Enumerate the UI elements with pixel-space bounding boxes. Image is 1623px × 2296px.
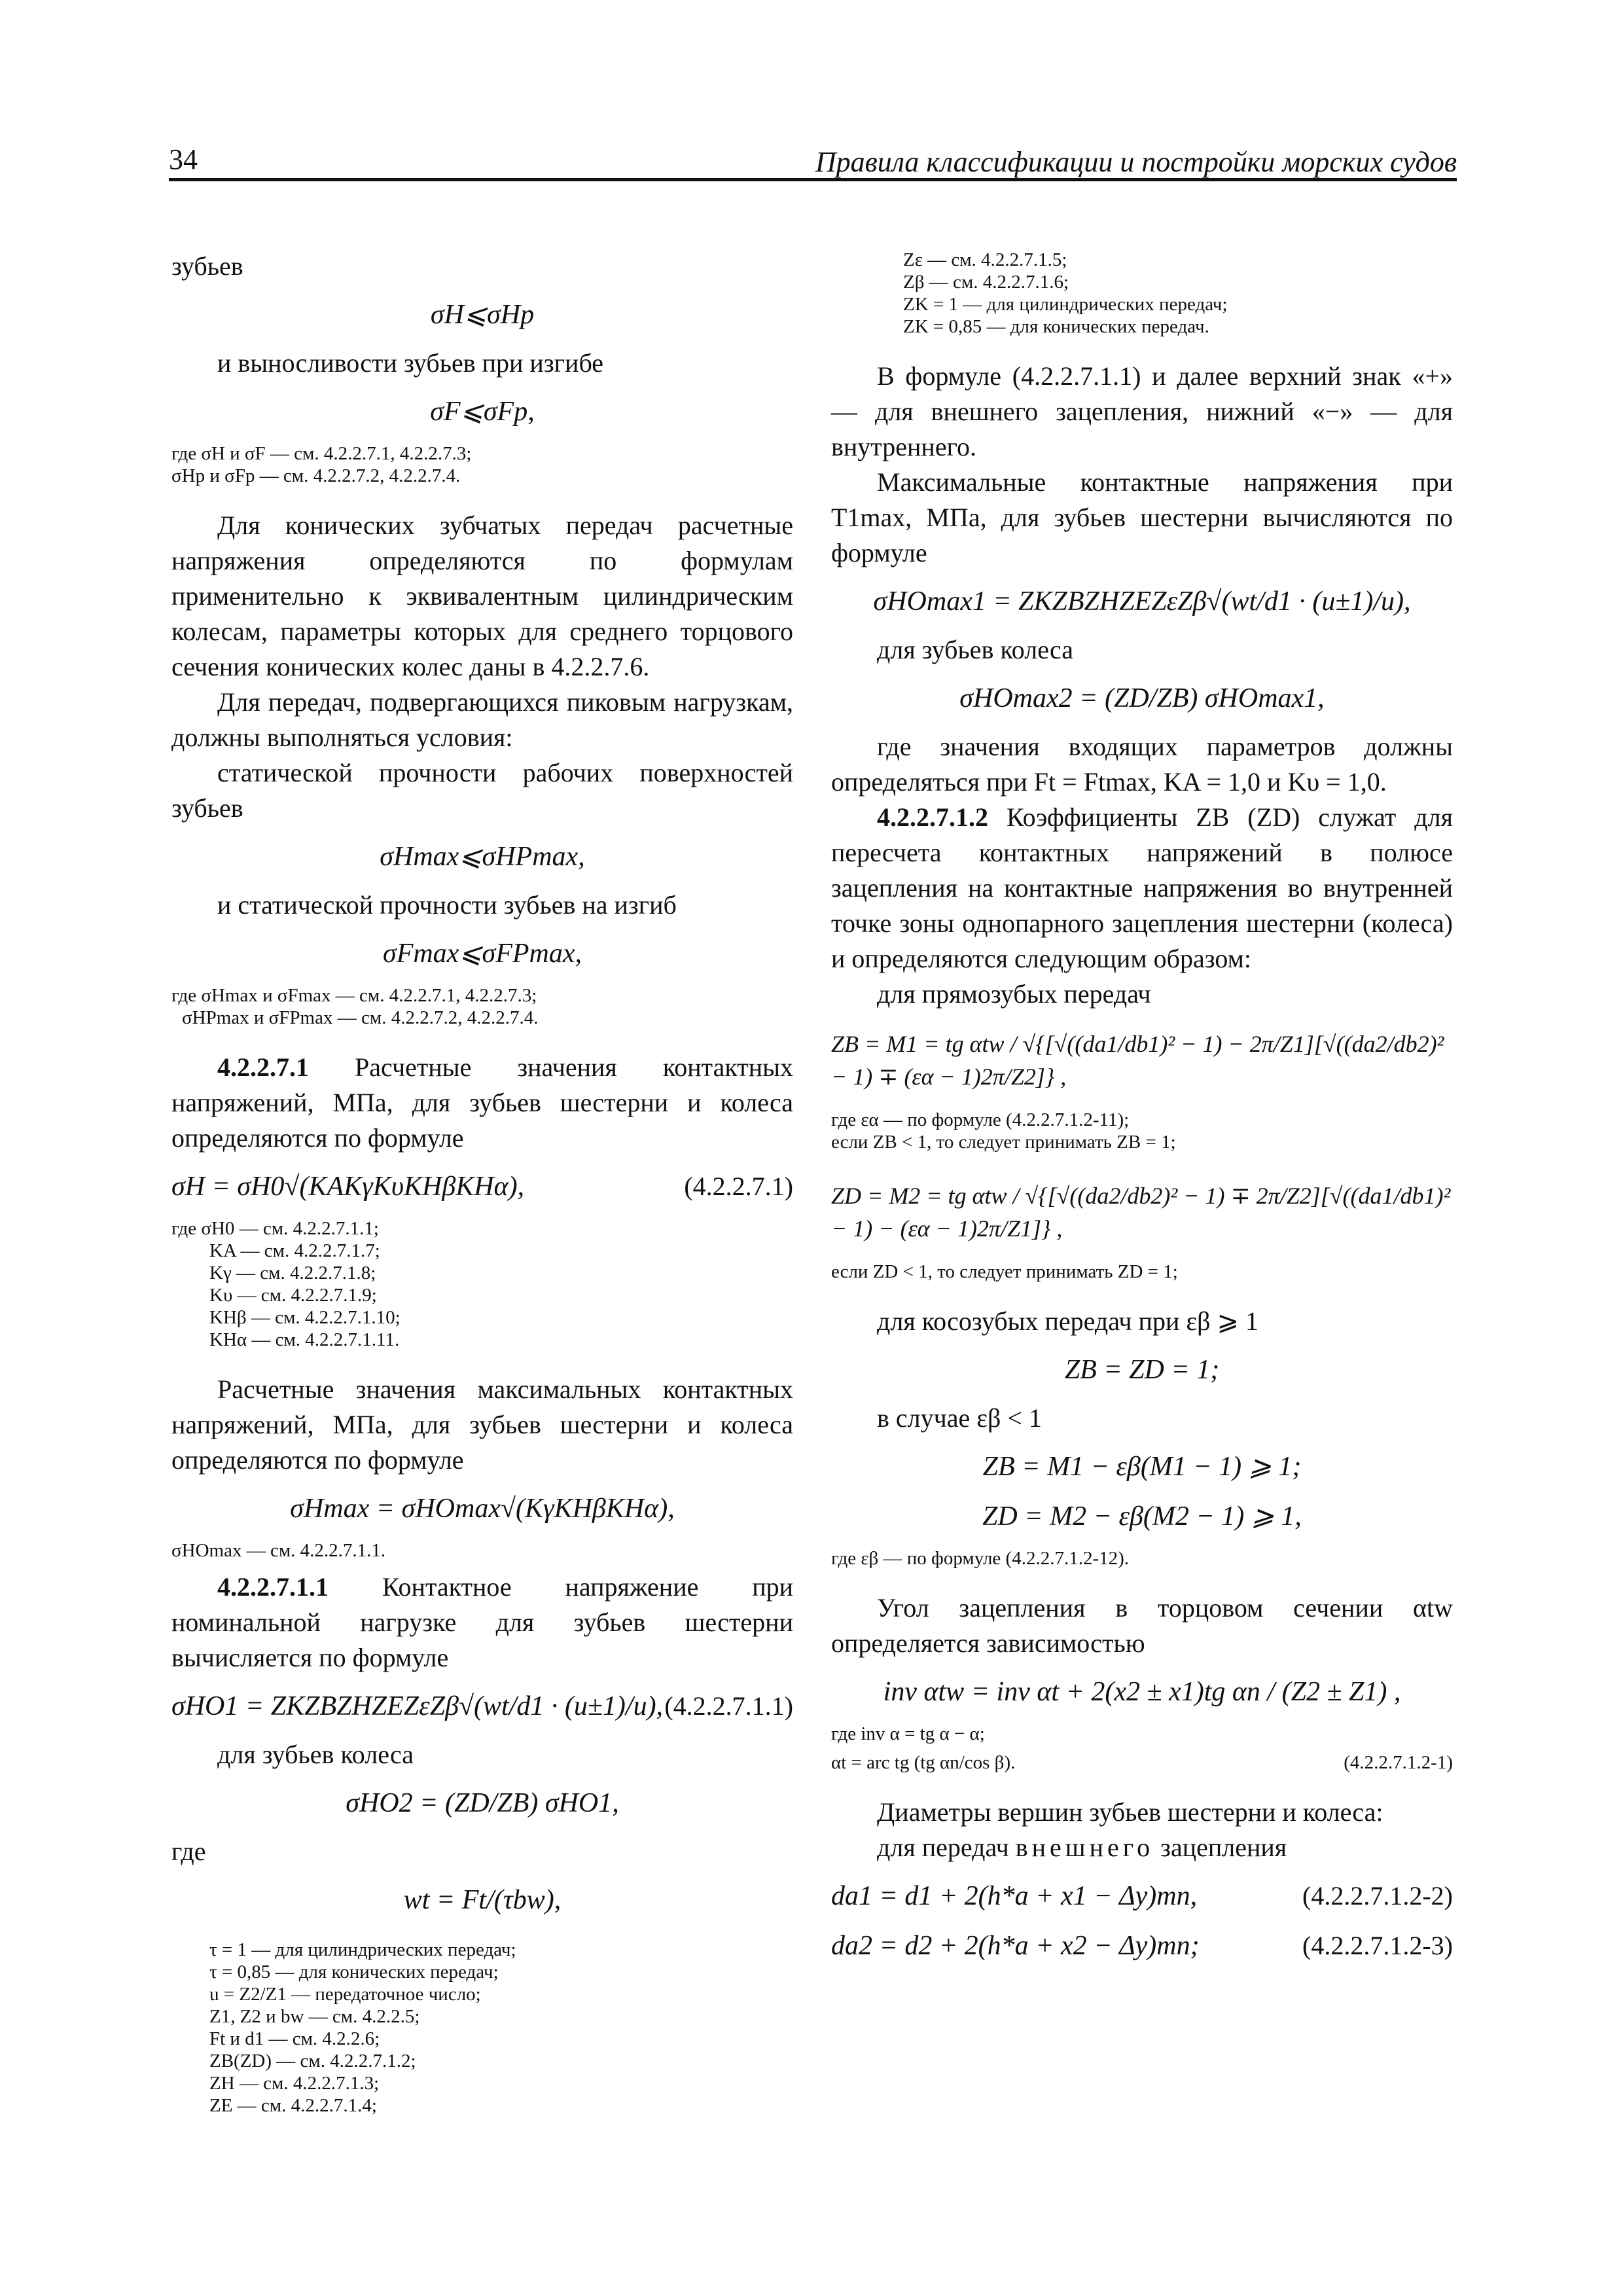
definition: где σH0 — см. 4.2.2.7.1.1; (171, 1218, 379, 1239)
paragraph: Угол зацепления в торцовом сечении αtw определяется зависимостью (831, 1593, 1453, 1658)
note: где inv α = tg α − α; (831, 1723, 985, 1744)
definition: Zβ — см. 4.2.2.7.1.6; (903, 272, 1069, 293)
definition: Ft и d1 — см. 4.2.2.6; (209, 2028, 380, 2049)
definitions-list (171, 1217, 793, 1351)
note: σHPmax и σFPmax — см. 4.2.2.7.2, 4.2.2.7.4. (182, 1007, 539, 1028)
paragraph-text: Контактное напряжение при номинальной нагрузке для зубьев шестерни вычисляется по формуле (171, 1572, 793, 1672)
definition: Kυ — см. 4.2.2.7.1.9; (209, 1285, 377, 1306)
paragraph-text: Коэффициенты ZB (ZD) служат для пересчета контактных напряжений в полюсе зацепления на контактные напряжения во внутренней точке зоны однопарного зацепления шестерни (колеса) и определяются следующим образом: (831, 802, 1453, 973)
formula: ZB = ZD = 1; (1064, 1355, 1220, 1385)
paragraph: где (171, 1837, 206, 1866)
formula: σHmax = σHOmax√(KγKHβKHα), (290, 1494, 675, 1524)
paragraph: зубьев (171, 251, 243, 281)
left-column (171, 249, 793, 2117)
definition: Zε — см. 4.2.2.7.1.5; (903, 249, 1067, 270)
note: где εα — по формуле (4.2.2.7.1.2-11); (831, 1109, 1130, 1130)
section-number: 4.2.2.7.1.2 (877, 802, 988, 832)
note: σHOmax — см. 4.2.2.7.1.1. (171, 1540, 386, 1561)
paragraph: Для передач, подвергающихся пиковым нагрузкам, должны выполняться условия: (171, 687, 793, 752)
definition: Z1, Z2 и bw — см. 4.2.2.5; (209, 2006, 420, 2027)
paragraph: Расчетные значения максимальных контактных напряжений, МПа, для зубьев шестерни и колеса определяются по формуле (171, 1374, 793, 1475)
numbered-formula (831, 1877, 1453, 1915)
paragraph: В формуле (4.2.2.7.1.1) и далее верхний знак «+» — для внешнего зацепления, нижний «−» — для внутреннего. (831, 361, 1453, 461)
paragraph: для косозубых передач при εβ ⩾ 1 (877, 1306, 1259, 1336)
formula: inv αtw = inv αt + 2(x2 ± x1)tg αn / (Z2 ± Z1) , (883, 1677, 1401, 1707)
numbered-note (831, 1751, 1453, 1774)
paragraph: и статической прочности зубьев на изгиб (217, 890, 677, 920)
equation-number: (4.2.2.7.1.2-2) (1302, 1881, 1453, 1910)
paragraph: Максимальные контактные напряжения при T1max, МПа, для зубьев шестерни вычисляются по формуле (831, 467, 1453, 567)
paragraph: статической прочности рабочих поверхностей зубьев (171, 758, 793, 823)
formula: ZB = M1 − εβ(M1 − 1) ⩾ 1; (982, 1452, 1302, 1482)
paragraph-text: зацепления (1154, 1833, 1287, 1862)
paragraph (831, 1830, 1453, 1865)
definition: Kγ — см. 4.2.2.7.1.8; (209, 1263, 376, 1283)
paragraph: Диаметры вершин зубьев шестерни и колеса: (877, 1797, 1383, 1827)
note: αt = arc tg (tg αn/cos β). (831, 1752, 1016, 1773)
paragraph-text: для передач (877, 1833, 1016, 1862)
formula-body: da1 = d1 + 2(h*a + x1 − Δy)mn, (831, 1881, 1198, 1911)
section-number: 4.2.2.7.1 (217, 1052, 309, 1082)
paragraph: Для конических зубчатых передач расчетные напряжения определяются по формулам применительно к эквивалентным цилиндрическим колесам, параметры которых для среднего торцового сечения конических колес даны в 4.2.2.7.6. (171, 511, 793, 681)
definition: τ = 0,85 — для конических передач; (209, 1962, 499, 1982)
numbered-formula (831, 1927, 1453, 1965)
definition: ZE — см. 4.2.2.7.1.4; (209, 2095, 377, 2116)
formula: σHO2 = (ZD/ZB) σHO1, (346, 1788, 619, 1818)
definitions-list (171, 1939, 793, 2117)
formula: ZD = M2 − εβ(M2 − 1) ⩾ 1, (982, 1501, 1302, 1532)
formula-body: σHO1 = ZKZBZHZEZεZβ√(wt/d1 · (u±1)/u), (171, 1691, 664, 1721)
note: где εβ — по формуле (4.2.2.7.1.2-12). (831, 1548, 1130, 1569)
formula: σHOmax1 = ZKZBZHZEZεZβ√(wt/d1 · (u±1)/u), (873, 586, 1411, 617)
paragraph (831, 800, 1453, 977)
note: σHp и σFp — см. 4.2.2.7.2, 4.2.2.7.4. (171, 465, 461, 486)
note: если ZB < 1, то следует принимать ZB = 1; (831, 1132, 1176, 1153)
paragraph-text: Расчетные значения контактных напряжений, МПа, для зубьев шестерни и колеса определяются по формуле (171, 1052, 793, 1153)
formula: σHmax⩽σHPmax, (380, 842, 585, 872)
definitions-list (831, 249, 1453, 338)
paragraph: в случае εβ < 1 (877, 1403, 1042, 1433)
formula-body: σH = σH0√(KAKγKυKHβKHα), (171, 1172, 525, 1202)
definition: ZH — см. 4.2.2.7.1.3; (209, 2073, 380, 2094)
section-number: 4.2.2.7.1.1 (217, 1572, 329, 1602)
formula: σH⩽σHp (430, 300, 535, 330)
equation-number: (4.2.2.7.1.1) (664, 1691, 793, 1721)
formula: σF⩽σFp, (430, 397, 535, 427)
definition: KA — см. 4.2.2.7.1.7; (209, 1240, 380, 1261)
equation-number: (4.2.2.7.1) (684, 1172, 793, 1201)
formula: ZD = M2 = tg αtw / √{[√((da2/db2)² − 1) ∓ 2π/Z2][√((da1/db1)² − 1) − (εα − 1)2π/Z1]} , (831, 1183, 1451, 1242)
definition: ZK = 0,85 — для конических передач. (903, 316, 1209, 337)
equation-number: (4.2.2.7.1.2-1) (1344, 1752, 1453, 1773)
definition: KHβ — см. 4.2.2.7.1.10; (209, 1307, 401, 1328)
paragraph: для прямозубых передач (877, 979, 1151, 1009)
numbered-formula (171, 1168, 793, 1206)
formula-body: da2 = d2 + 2(h*a + x2 − Δy)mn; (831, 1931, 1200, 1961)
formula: wt = Ft/(τbw), (403, 1885, 562, 1915)
spaced-word: внешнего (1015, 1833, 1154, 1862)
equation-number: (4.2.2.7.1.2-3) (1302, 1931, 1453, 1960)
note: где σHmax и σFmax — см. 4.2.2.7.1, 4.2.2.7.3; (171, 985, 537, 1006)
definition: τ = 1 — для цилиндрических передач; (209, 1939, 516, 1960)
paragraph: для зубьев колеса (877, 635, 1073, 664)
formula: σHOmax2 = (ZD/ZB) σHOmax1, (959, 683, 1325, 713)
paragraph (171, 1050, 793, 1156)
formula: σFmax⩽σFPmax, (382, 939, 582, 969)
definition: ZK = 1 — для цилиндрических передач; (903, 294, 1228, 315)
paragraph: и выносливости зубьев при изгибе (217, 348, 604, 378)
definition: ZB(ZD) — см. 4.2.2.7.1.2; (209, 2051, 416, 2072)
note: если ZD < 1, то следует принимать ZD = 1; (831, 1261, 1178, 1282)
paragraph (171, 1570, 793, 1676)
definition: KHα — см. 4.2.2.7.1.11. (209, 1329, 400, 1350)
header-rule (169, 178, 1457, 181)
page-number: 34 (169, 143, 198, 175)
formula: ZB = M1 = tg αtw / √{[√((da1/db1)² − 1) − 2π/Z1][√((da2/db2)² − 1) ∓ (εα − 1)2π/Z2]} , (831, 1031, 1444, 1090)
note: где σH и σF — см. 4.2.2.7.1, 4.2.2.7.3; (171, 443, 472, 464)
numbered-formula (171, 1687, 793, 1725)
paragraph: где значения входящих параметров должны определяться при Ft = Ftmax, KA = 1,0 и Kυ = 1,0. (831, 732, 1453, 797)
paragraph: для зубьев колеса (217, 1740, 414, 1769)
definition: u = Z2/Z1 — передаточное число; (209, 1984, 481, 2005)
right-column (831, 249, 1453, 1977)
running-title: Правила классификации и постройки морских судов (815, 146, 1457, 178)
